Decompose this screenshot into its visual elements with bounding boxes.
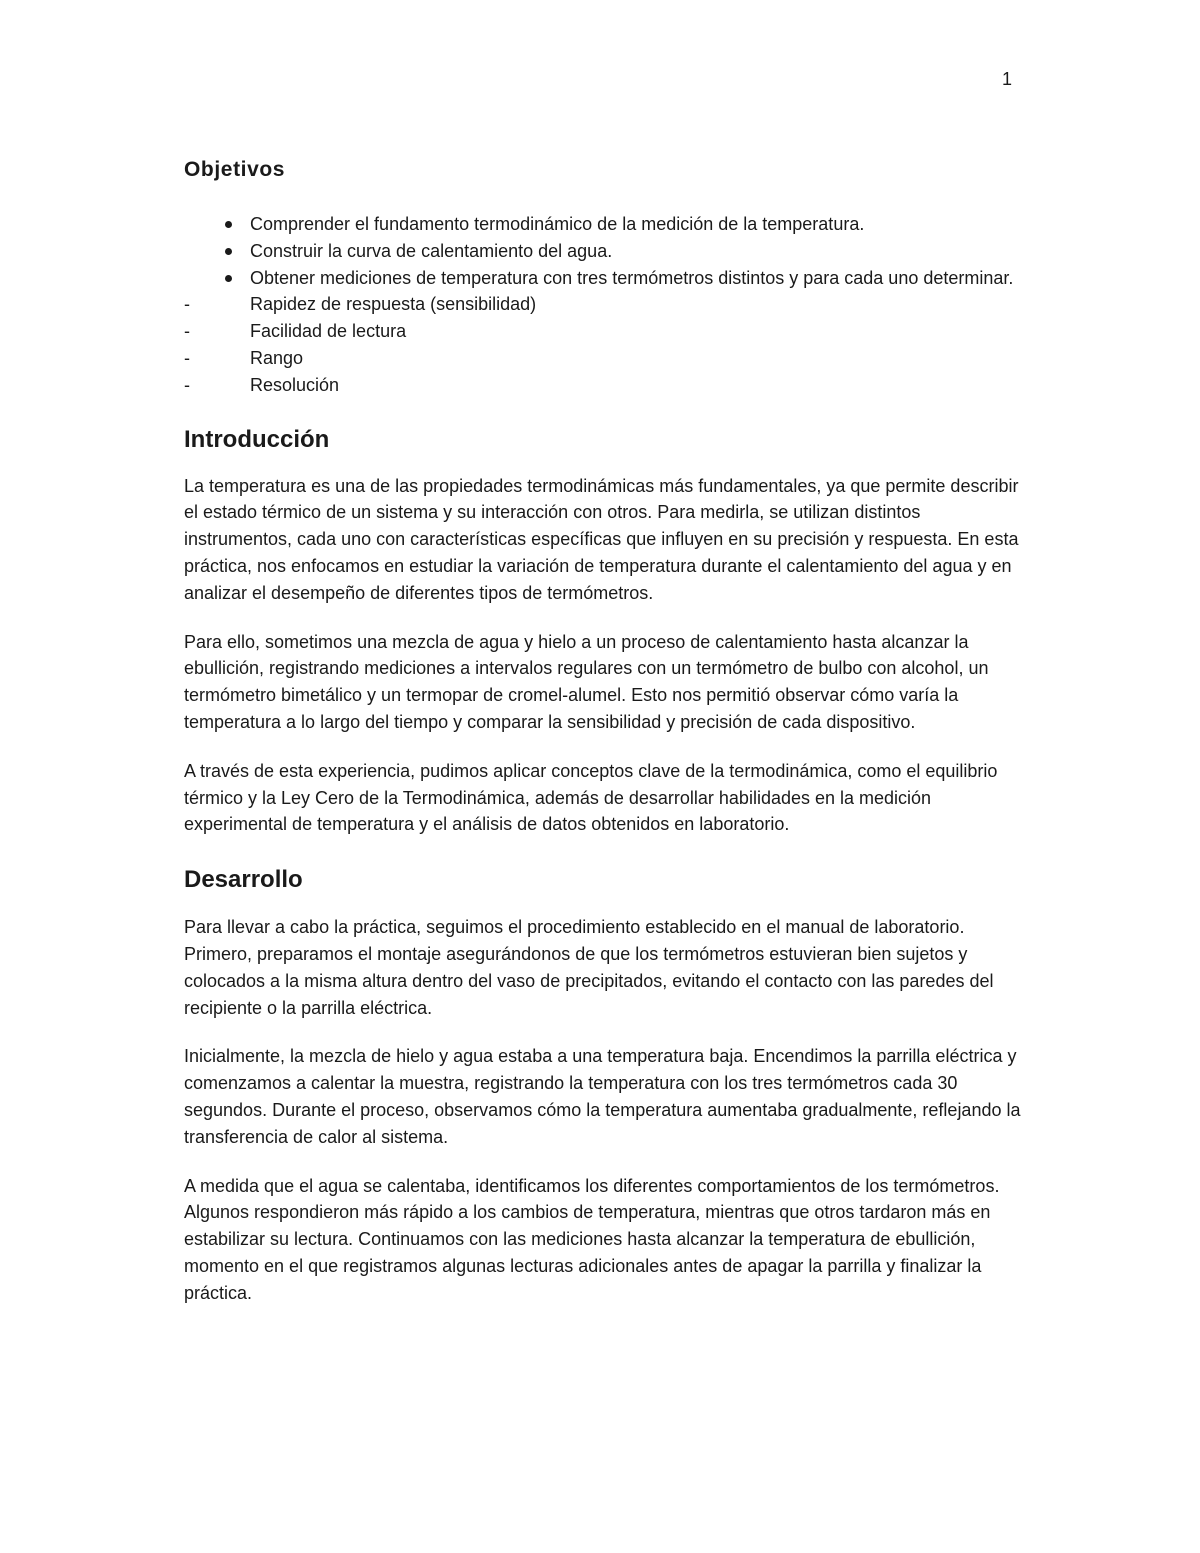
- objetivos-heading: Objetivos: [184, 158, 286, 181]
- dash-marker: -: [184, 294, 190, 315]
- desarrollo-paragraph: Para llevar a cabo la práctica, seguimos el procedimiento establecido en el manual de laboratorio. Primero, preparamos el montaje asegurándonos de que los termómetros estuvieran bien sujetos y colocados a la misma altura dentro del vaso de precipitados, evitando el contacto con las paredes del recipiente o la parrilla eléctrica.: [184, 917, 994, 1018]
- desarrollo-heading: Desarrollo: [184, 866, 303, 894]
- list-item: - Rango: [184, 345, 1024, 372]
- bullet-icon: [225, 275, 232, 282]
- desarrollo-paragraph: A medida que el agua se calentaba, identificamos los diferentes comportamientos de los termómetros. Algunos respondieron más rápido a los cambios de temperatura, mientras que otros tardaron más en estabilizar su lectura. Continuamos con las mediciones hasta alcanzar la temperatura de ebullición, momento en el que registramos algunas lecturas adicionales antes de apagar la parrilla y finalizar la práctica.: [184, 1175, 1000, 1303]
- dash-marker: -: [184, 321, 190, 342]
- desarrollo-paragraph: Inicialmente, la mezcla de hielo y agua estaba a una temperatura baja. Encendimos la parrilla eléctrica y comenzamos a calentar la muestra, registrando la temperatura con los tres termómetros cada 30 segundos. Durante el proceso, observamos cómo la temperatura aumentaba gradualmente, reflejando la transferencia de calor al sistema.: [184, 1046, 1021, 1147]
- objetivos-list: [184, 211, 1024, 399]
- introduccion-paragraph: A través de esta experiencia, pudimos aplicar conceptos clave de la termodinámica, como el equilibrio térmico y la Ley Cero de la Termodinámica, además de desarrollar habilidades en la medición experimental de temperatura y el análisis de datos obtenidos en laboratorio.: [184, 760, 998, 835]
- list-item: Construir la curva de calentamiento del agua.: [184, 238, 1024, 265]
- list-item: - Facilidad de lectura: [184, 318, 1024, 345]
- list-item: - Resolución: [184, 372, 1024, 399]
- list-item: - Rapidez de respuesta (sensibilidad): [184, 291, 1024, 318]
- bullet-icon: [225, 248, 232, 255]
- bullet-icon: [225, 221, 232, 228]
- dash-marker: -: [184, 374, 190, 395]
- list-item: Comprender el fundamento termodinámico de la medición de la temperatura.: [184, 211, 1024, 238]
- introduccion-heading: Introducción: [184, 425, 330, 453]
- document-body: [184, 156, 1024, 1307]
- introduccion-paragraph: La temperatura es una de las propiedades termodinámicas más fundamentales, ya que permite describir el estado térmico de un sistema y su interacción con otros. Para medirla, se utilizan distintos instrumentos, cada uno con características específicas que influyen en su precisión y respuesta. En esta práctica, nos enfocamos en estudiar la variación de temperatura durante el calentamiento del agua y en analizar el desempeño de diferentes tipos de termómetros.: [184, 475, 1019, 603]
- introduccion-paragraph: Para ello, sometimos una mezcla de agua y hielo a un proceso de calentamiento hasta alcanzar la ebullición, registrando mediciones a intervalos regulares con un termómetro de bulbo con alcohol, un termómetro bimetálico y un termopar de cromel-alumel. Esto nos permitió observar cómo varía la temperatura a lo largo del tiempo y comparar la sensibilidad y precisión de cada dispositivo.: [184, 631, 989, 732]
- list-item: Obtener mediciones de temperatura con tres termómetros distintos y para cada uno determinar.: [184, 265, 1024, 292]
- dash-marker: -: [184, 347, 190, 368]
- page-number: 1: [1002, 69, 1013, 89]
